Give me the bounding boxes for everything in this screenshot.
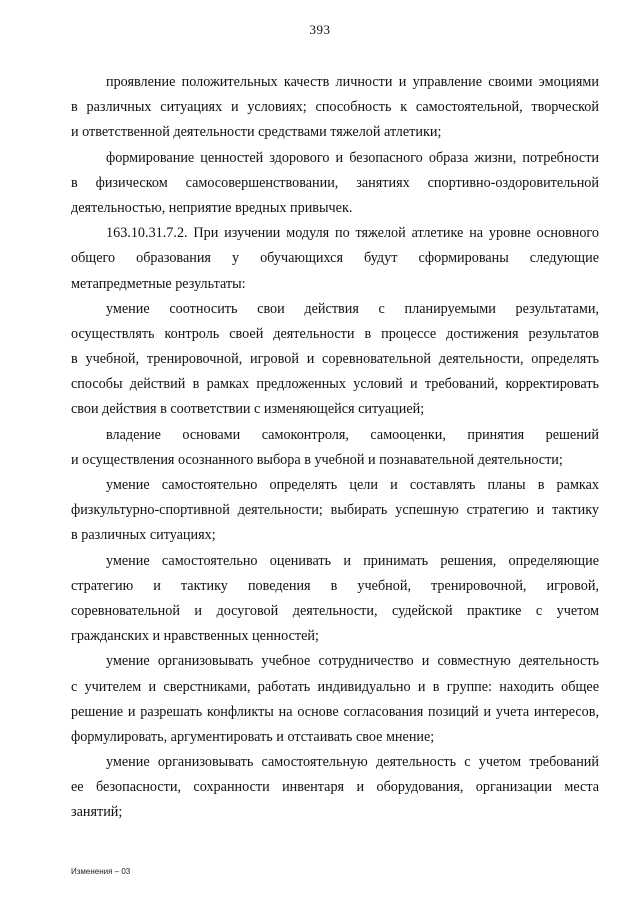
footer-revision-note: Изменения – 03 [71,867,131,876]
text-line: деятельностью, неприятие вредных привычек. [71,199,353,216]
text-line: в различных ситуациях; [71,527,216,544]
text-line: 163.10.31.7.2. При изучении модуля по тяжелой атлетике на уровне основного [106,225,599,242]
text-line: гражданских и нравственных ценностей; [71,628,319,645]
text-line: в физическом самосовершенствовании, занятиях спортивно-оздоровительной [71,174,599,191]
paragraph [71,423,599,473]
text-line: владение основами самоконтроля, самооценки, принятия решений [106,426,599,443]
page-number: 393 [309,22,331,37]
text-line: умение соотносить свои действия с планируемыми результатами, [106,300,599,317]
text-line: ее безопасности, сохранности инвентаря и оборудования, организации места [71,779,599,796]
text-line: стратегию и тактику поведения в учебной, тренировочной, игровой, [71,577,599,594]
text-line: в учебной, тренировочной, игровой и соревновательной деятельности, определять [71,351,599,368]
text-line: умение самостоятельно оценивать и принимать решения, определяющие [106,552,599,569]
paragraph [71,649,599,750]
text-line: умение самостоятельно определять цели и составлять планы в рамках [106,477,599,493]
text-line: занятий; [71,804,123,821]
text-line: общего образования у обучающихся будут сформированы следующие [71,250,599,267]
text-line: метапредметные результаты: [71,275,246,292]
paragraph [71,549,599,650]
text-line: осуществлять контроль своей деятельности в процессе достижения результатов [71,325,599,342]
text-line: формирование ценностей здорового и безопасного образа жизни, потребности [106,149,599,166]
text-line: способы действий в рамках предложенных условий и требований, корректировать [71,376,599,393]
text-line: умение организовывать самостоятельную деятельность с учетом требований [106,754,599,771]
text-line: решение и разрешать конфликты на основе согласования позиций и учета интересов, [71,703,599,720]
text-line: умение организовывать учебное сотрудничество и совместную деятельность [106,653,599,670]
text-line: соревновательной и досуговой деятельности, судейской практике с учетом [71,602,599,619]
text-line: формулировать, аргументировать и отстаивать свое мнение; [71,728,435,745]
text-line: и осуществления осознанного выбора в учебной и познавательной деятельности; [71,451,563,468]
text-line: проявление положительных качеств личности и управление своими эмоциями [106,74,599,90]
paragraph [71,297,599,423]
paragraph [71,750,599,826]
text-line: и ответственной деятельности средствами тяжелой атлетики; [71,124,442,141]
paragraph [71,70,599,146]
paragraph [71,473,599,549]
text-line: с учителем и сверстниками, работать индивидуально и в группе: находить общее [71,678,599,695]
text-line: физкультурно-спортивной деятельности; выбирать успешную стратегию и тактику [71,502,599,519]
paragraph [71,221,599,297]
paragraph [71,146,599,222]
text-line: свои действия в соответствии с изменяющейся ситуацией; [71,401,425,418]
text-line: в различных ситуациях и условиях; способность к самостоятельной, творческой [71,99,599,116]
body-text [71,70,599,826]
